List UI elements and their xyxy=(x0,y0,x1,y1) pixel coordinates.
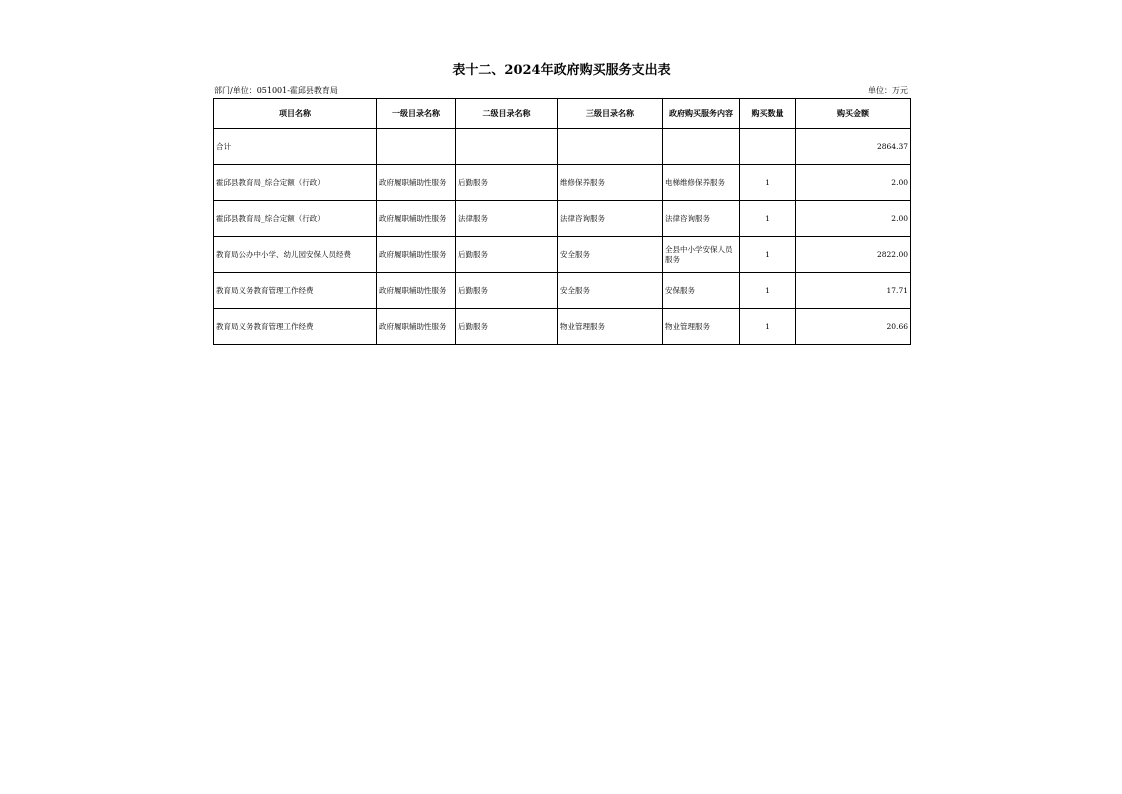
cell-content: 物业管理服务 xyxy=(663,309,740,345)
cell-quantity: 1 xyxy=(740,273,796,309)
table-row xyxy=(214,273,911,309)
cell-amount: 17.71 xyxy=(796,273,911,309)
cell-content: 电梯维修保养服务 xyxy=(663,165,740,201)
cell-level3: 安全服务 xyxy=(558,273,663,309)
column-header-level1: 一级目录名称 xyxy=(377,99,456,129)
cell-project: 教育局义务教育管理工作经费 xyxy=(214,309,377,345)
cell-level1: 政府履职辅助性服务 xyxy=(377,309,456,345)
cell-level2: 后勤服务 xyxy=(456,165,558,201)
cell-content: 安保服务 xyxy=(663,273,740,309)
table-header-row xyxy=(214,99,911,129)
cell-level1: 政府履职辅助性服务 xyxy=(377,165,456,201)
cell-level3: 物业管理服务 xyxy=(558,309,663,345)
cell-project: 教育局公办中小学、幼儿园安保人员经费 xyxy=(214,237,377,273)
cell-level2: 后勤服务 xyxy=(456,309,558,345)
cell-level1: 政府履职辅助性服务 xyxy=(377,237,456,273)
purchase-services-table xyxy=(213,98,911,345)
cell-level3: 法律咨询服务 xyxy=(558,201,663,237)
page-title: 表十二、2024年政府购买服务支出表 xyxy=(452,63,671,78)
cell-quantity: 1 xyxy=(740,165,796,201)
table-cell-empty xyxy=(663,129,740,165)
cell-level3: 维修保养服务 xyxy=(558,165,663,201)
column-header-amount: 购买金额 xyxy=(796,99,911,129)
column-header-quantity: 购买数量 xyxy=(740,99,796,129)
cell-amount: 20.66 xyxy=(796,309,911,345)
table-cell-empty xyxy=(558,129,663,165)
table-cell-empty xyxy=(377,129,456,165)
cell-quantity: 1 xyxy=(740,237,796,273)
cell-content: 法律咨询服务 xyxy=(663,201,740,237)
cell-level2: 法律服务 xyxy=(456,201,558,237)
cell-level2: 后勤服务 xyxy=(456,237,558,273)
unit-label: 单位：万元 xyxy=(868,86,908,95)
table-row xyxy=(214,309,911,345)
cell-level3: 安全服务 xyxy=(558,237,663,273)
column-header-level2: 二级目录名称 xyxy=(456,99,558,129)
cell-quantity: 1 xyxy=(740,201,796,237)
table-row xyxy=(214,237,911,273)
cell-content: 全县中小学安保人员服务 xyxy=(663,237,740,273)
cell-amount: 2.00 xyxy=(796,201,911,237)
cell-project: 霍邱县教育局_综合定额（行政） xyxy=(214,201,377,237)
table-cell-empty xyxy=(456,129,558,165)
total-row xyxy=(214,129,911,165)
total-amount: 2864.37 xyxy=(796,129,911,165)
cell-amount: 2.00 xyxy=(796,165,911,201)
table-cell-empty xyxy=(740,129,796,165)
column-header-level3: 三级目录名称 xyxy=(558,99,663,129)
department-label: 部门/单位：051001-霍邱县教育局 xyxy=(214,86,338,95)
cell-project: 教育局义务教育管理工作经费 xyxy=(214,273,377,309)
table-row xyxy=(214,201,911,237)
column-header-project: 项目名称 xyxy=(214,99,377,129)
cell-project: 霍邱县教育局_综合定额（行政） xyxy=(214,165,377,201)
cell-quantity: 1 xyxy=(740,309,796,345)
total-label: 合计 xyxy=(214,129,377,165)
column-header-content: 政府购买服务内容 xyxy=(663,99,740,129)
table-row xyxy=(214,165,911,201)
cell-amount: 2822.00 xyxy=(796,237,911,273)
cell-level1: 政府履职辅助性服务 xyxy=(377,201,456,237)
cell-level1: 政府履职辅助性服务 xyxy=(377,273,456,309)
cell-level2: 后勤服务 xyxy=(456,273,558,309)
